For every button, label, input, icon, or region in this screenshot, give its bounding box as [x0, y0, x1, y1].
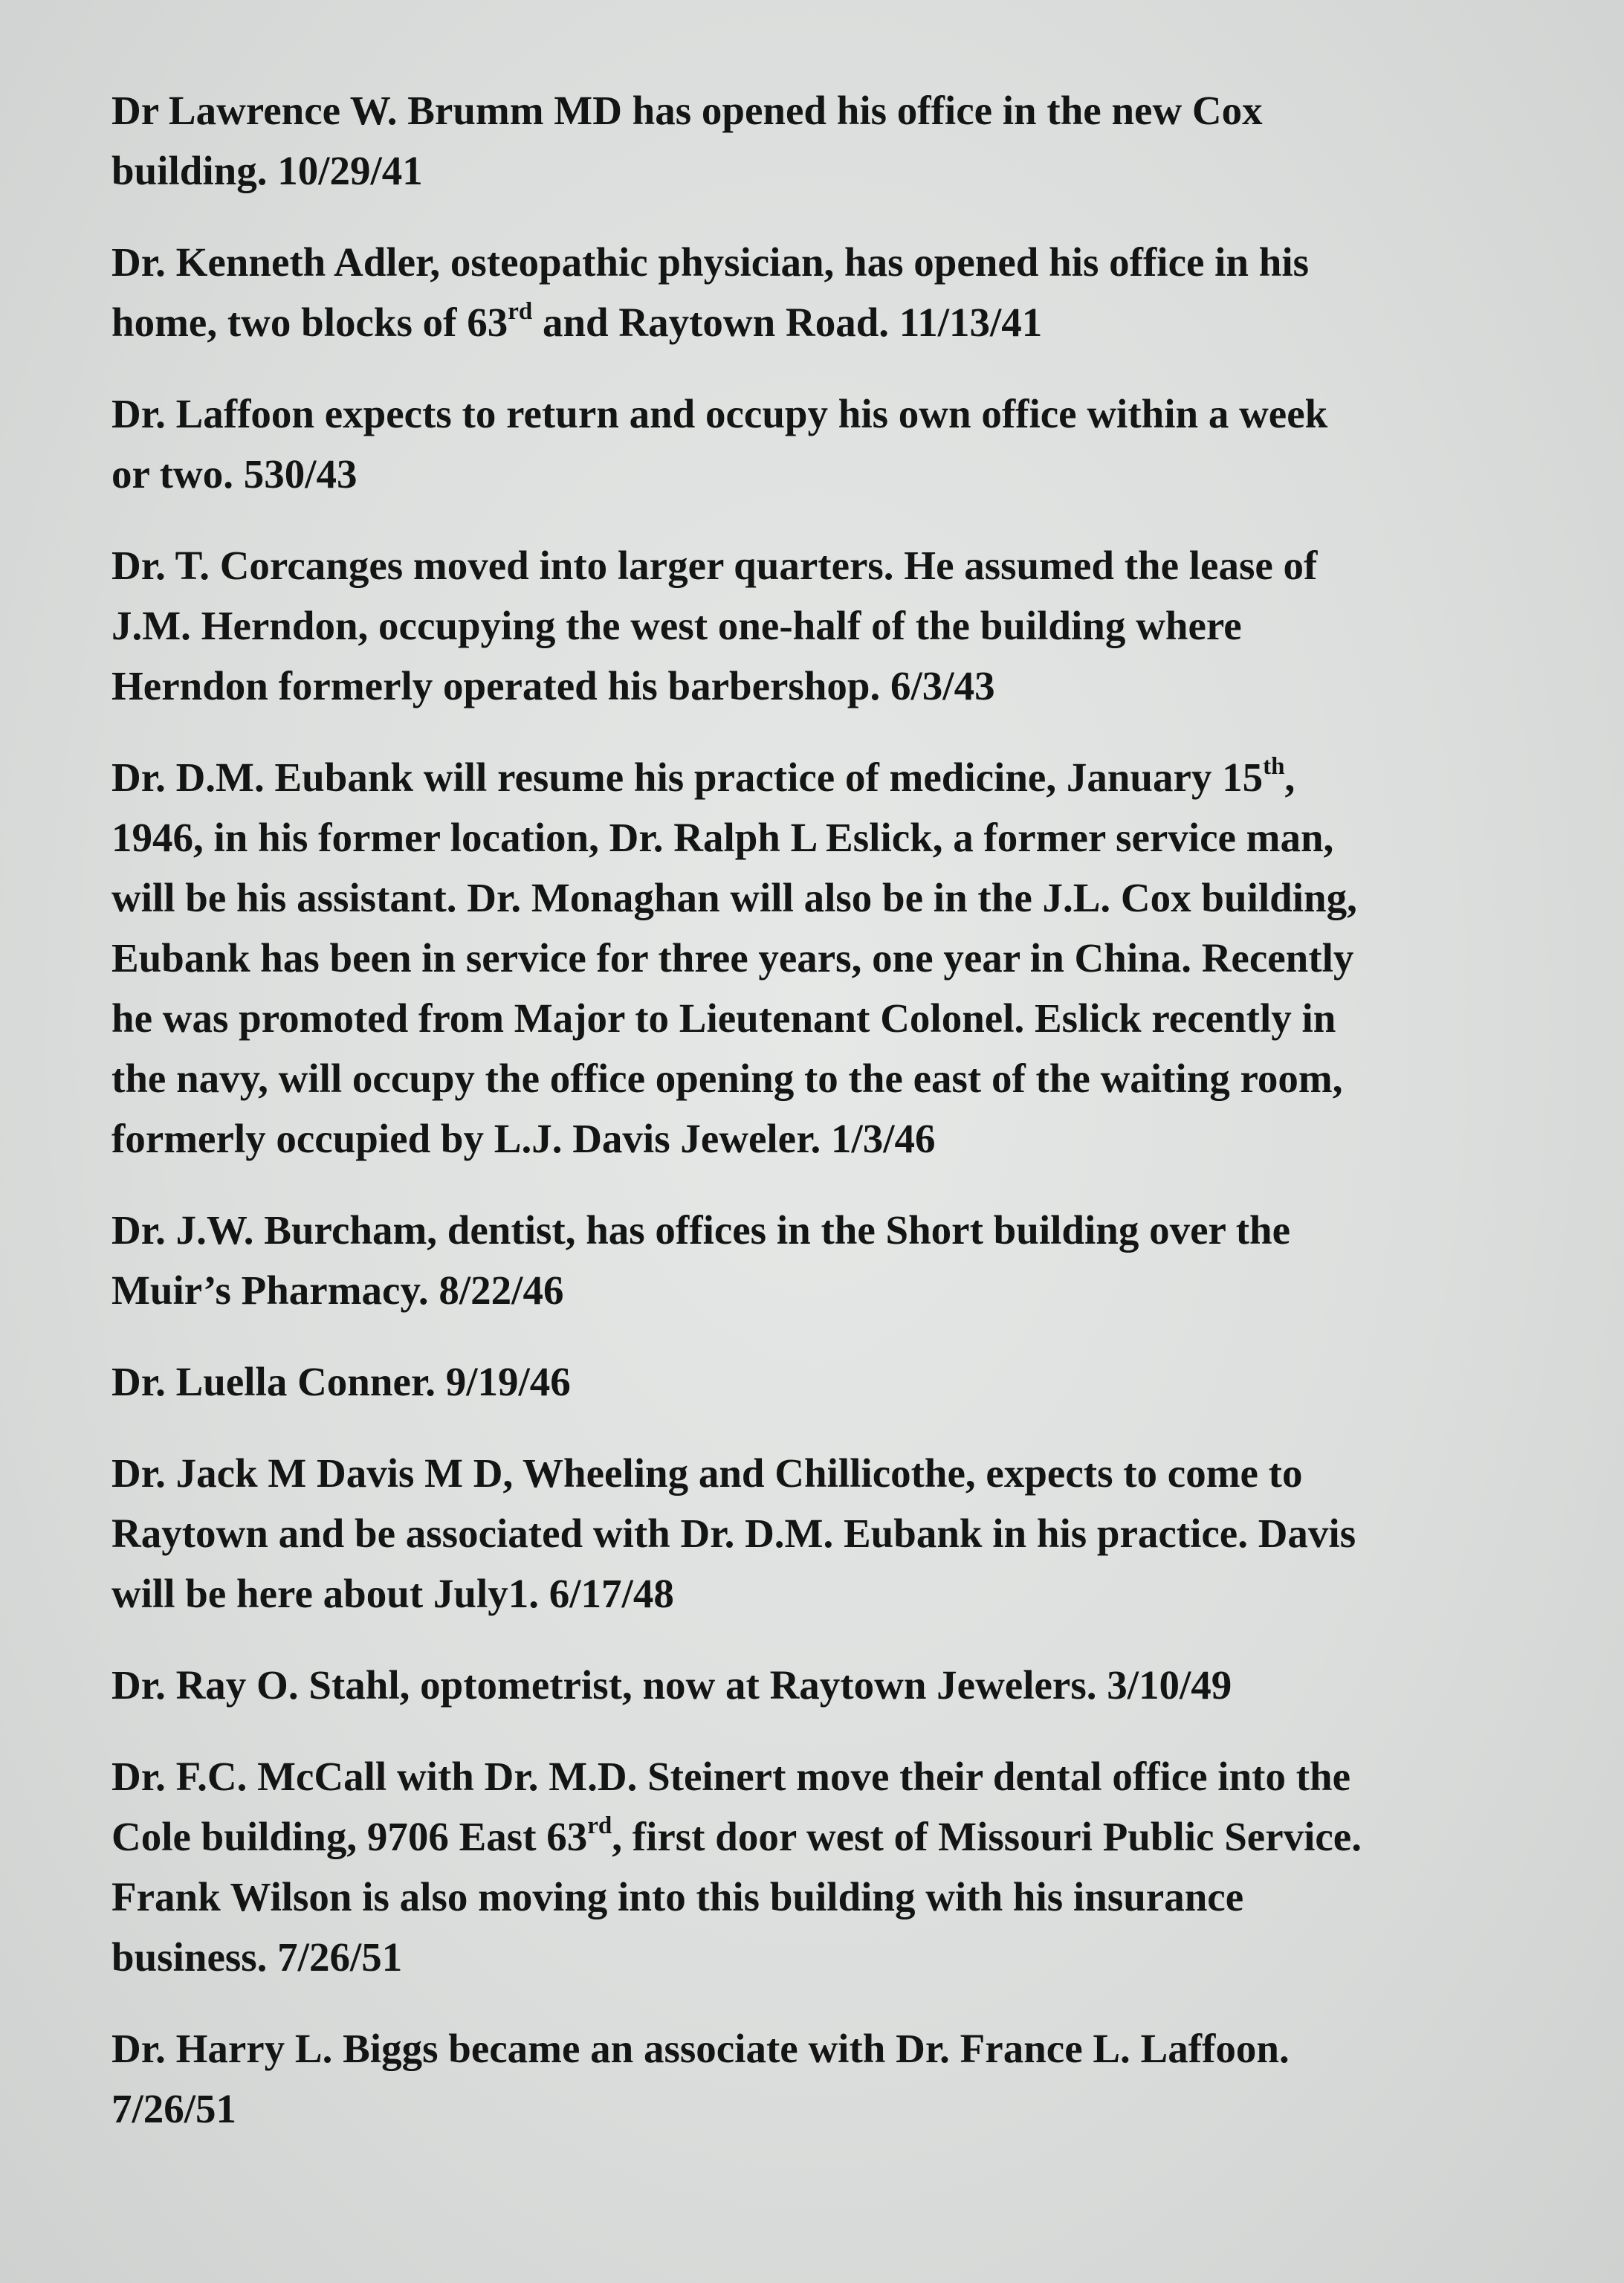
text-line — [111, 807, 1542, 868]
paragraph-entry — [111, 1655, 1542, 1715]
text-run: Dr. F.C. McCall with Dr. M.D. Steinert move their dental office into the — [111, 1754, 1351, 1799]
text-run: will be here about July1. 6/17/48 — [111, 1571, 674, 1616]
text-line — [111, 656, 1542, 716]
text-run: Dr. Laffoon expects to return and occupy his own office within a week — [111, 391, 1328, 436]
text-run: , — [1284, 755, 1295, 800]
text-run: Eubank has been in service for three years, one year in China. Recently — [111, 935, 1354, 981]
text-run: home, two blocks of 63 — [111, 300, 508, 345]
ordinal-superscript: rd — [508, 297, 533, 325]
text-run: Dr. Harry L. Biggs became an associate with Dr. France L. Laffoon. — [111, 2026, 1290, 2071]
text-line — [111, 2018, 1542, 2079]
text-run: business. 7/26/51 — [111, 1934, 403, 1980]
text-line — [111, 292, 1542, 352]
text-line — [111, 1563, 1542, 1624]
text-run: will be his assistant. Dr. Monaghan will also be in the J.L. Cox building, — [111, 875, 1357, 920]
paragraph-entry — [111, 1746, 1542, 1987]
text-run: Cole building, 9706 East 63 — [111, 1814, 588, 1859]
text-run: and Raytown Road. 11/13/41 — [532, 300, 1043, 345]
text-line — [111, 868, 1542, 928]
paragraph-entry — [111, 747, 1542, 1169]
text-line — [111, 1927, 1542, 1987]
text-line — [111, 1806, 1542, 1867]
text-run: Dr Lawrence W. Brumm MD has opened his office in the new Cox — [111, 88, 1263, 133]
text-run: Frank Wilson is also moving into this building with his insurance — [111, 1874, 1244, 1919]
text-line — [111, 747, 1542, 807]
text-run: J.M. Herndon, occupying the west one-half of the building where — [111, 603, 1242, 648]
text-line — [111, 1655, 1542, 1715]
paragraph-entry — [111, 535, 1542, 716]
text-run: building. 10/29/41 — [111, 148, 423, 193]
ordinal-superscript: th — [1263, 752, 1285, 780]
text-line — [111, 1048, 1542, 1108]
ordinal-superscript: rd — [587, 1812, 612, 1839]
text-run: Dr. D.M. Eubank will resume his practice of medicine, January 15 — [111, 755, 1264, 800]
text-line — [111, 535, 1542, 595]
text-line — [111, 1867, 1542, 1927]
text-run: Dr. Ray O. Stahl, optometrist, now at Raytown Jewelers. 3/10/49 — [111, 1662, 1232, 1708]
text-line — [111, 444, 1542, 504]
text-run: Muir’s Pharmacy. 8/22/46 — [111, 1268, 564, 1313]
paragraph-entry — [111, 232, 1542, 352]
text-line — [111, 2079, 1542, 2139]
text-run: Dr. Jack M Davis M D, Wheeling and Chillicothe, expects to come to — [111, 1450, 1303, 1496]
text-run: formerly occupied by L.J. Davis Jeweler. 1/3/46 — [111, 1116, 936, 1161]
text-run: or two. 530/43 — [111, 451, 358, 497]
text-line — [111, 1352, 1542, 1412]
paragraph-entry — [111, 384, 1542, 504]
text-run: 1946, in his former location, Dr. Ralph L Eslick, a former service man, — [111, 815, 1334, 860]
text-line — [111, 595, 1542, 656]
text-run: , first door west of Missouri Public Service. — [612, 1814, 1362, 1859]
paragraph-entry — [111, 1352, 1542, 1412]
text-line — [111, 141, 1542, 201]
text-run: Dr. J.W. Burcham, dentist, has offices in the Short building over the — [111, 1207, 1291, 1253]
text-line — [111, 1200, 1542, 1260]
text-run: Dr. T. Corcanges moved into larger quarters. He assumed the lease of — [111, 543, 1318, 588]
text-run: Dr. Luella Conner. 9/19/46 — [111, 1359, 571, 1404]
text-run: 7/26/51 — [111, 2086, 237, 2131]
text-line — [111, 928, 1542, 988]
paragraph-entry — [111, 1443, 1542, 1624]
text-run: the navy, will occupy the office opening to the east of the waiting room, — [111, 1056, 1343, 1101]
text-run: Herndon formerly operated his barbershop. 6/3/43 — [111, 663, 995, 708]
text-run: Dr. Kenneth Adler, osteopathic physician, has opened his office in his — [111, 239, 1310, 285]
text-line — [111, 1443, 1542, 1503]
text-run: Raytown and be associated with Dr. D.M. Eubank in his practice. Davis — [111, 1511, 1356, 1556]
text-line — [111, 232, 1542, 292]
paragraph-entry — [111, 1200, 1542, 1320]
text-line — [111, 1260, 1542, 1320]
text-line — [111, 1746, 1542, 1806]
text-line — [111, 1108, 1542, 1169]
paragraph-entry — [111, 2018, 1542, 2139]
paragraph-entry — [111, 80, 1542, 201]
text-line — [111, 384, 1542, 444]
text-line — [111, 1503, 1542, 1563]
text-line — [111, 80, 1542, 141]
text-run: he was promoted from Major to Lieutenant Colonel. Eslick recently in — [111, 995, 1336, 1041]
text-line — [111, 988, 1542, 1048]
